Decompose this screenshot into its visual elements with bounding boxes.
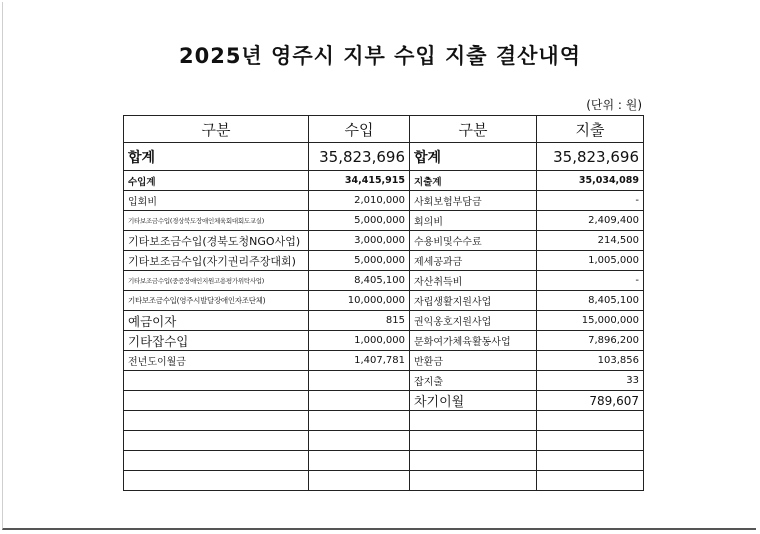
total-expense-value: 35,823,696 (537, 143, 644, 171)
empty-cell (309, 411, 410, 431)
expense-value: 1,005,000 (537, 251, 644, 271)
expense-value: 15,000,000 (537, 311, 644, 331)
income-value: 10,000,000 (309, 291, 410, 311)
header-income: 수입 (309, 116, 410, 143)
expense-value: 2,409,400 (537, 211, 644, 231)
income-label (124, 391, 309, 411)
expense-value: 7,896,200 (537, 331, 644, 351)
expense-value: 103,856 (537, 351, 644, 371)
income-label (124, 371, 309, 391)
expense-label: 잡지출 (410, 371, 537, 391)
table-row (124, 291, 644, 311)
subtotal-income-value: 34,415,915 (309, 171, 410, 191)
expense-label: 자산취득비 (410, 271, 537, 291)
expense-value: - (537, 271, 644, 291)
empty-cell (309, 431, 410, 451)
income-label: 예금이자 (124, 311, 309, 331)
empty-cell (410, 471, 537, 491)
table-row (124, 251, 644, 271)
expense-value: - (537, 191, 644, 211)
empty-cell (124, 411, 309, 431)
expense-label: 문화여가체육활동사업 (410, 331, 537, 351)
empty-cell (410, 411, 537, 431)
income-label: 입회비 (124, 191, 309, 211)
expense-label: 권익옹호지원사업 (410, 311, 537, 331)
header-income-category: 구분 (124, 116, 309, 143)
empty-cell (309, 451, 410, 471)
income-label: 기타보조금수입(경북도청NGO사업) (124, 231, 309, 251)
empty-cell (537, 451, 644, 471)
table-row (124, 271, 644, 291)
expense-label: 회의비 (410, 211, 537, 231)
empty-cell (124, 471, 309, 491)
table-row (124, 331, 644, 351)
expense-value: 789,607 (537, 391, 644, 411)
income-value: 1,000,000 (309, 331, 410, 351)
total-expense-label: 합계 (410, 143, 537, 171)
income-label: 기타잡수입 (124, 331, 309, 351)
empty-cell (124, 431, 309, 451)
header-expense: 지출 (537, 116, 644, 143)
table-row (124, 311, 644, 331)
income-label: 기타보조금수입(영주시발달장애인자조단체) (124, 291, 309, 311)
empty-cell (537, 431, 644, 451)
total-row (124, 143, 644, 171)
expense-value: 33 (537, 371, 644, 391)
income-value: 3,000,000 (309, 231, 410, 251)
table-row (124, 191, 644, 211)
income-value (309, 371, 410, 391)
expense-label: 사회보험부담금 (410, 191, 537, 211)
empty-cell (124, 451, 309, 471)
subtotal-income-label: 수입계 (124, 171, 309, 191)
expense-label: 자립생활지원사업 (410, 291, 537, 311)
income-value: 5,000,000 (309, 251, 410, 271)
total-income-label: 합계 (124, 143, 309, 171)
income-value: 5,000,000 (309, 211, 410, 231)
income-value: 2,010,000 (309, 191, 410, 211)
unit-note: (단위 : 원) (586, 98, 642, 112)
empty-cell (537, 471, 644, 491)
empty-row (124, 451, 644, 471)
table-row (124, 211, 644, 231)
expense-label: 제세공과금 (410, 251, 537, 271)
income-value: 8,405,100 (309, 271, 410, 291)
settlement-table (123, 115, 644, 491)
expense-value: 214,500 (537, 231, 644, 251)
table-row (124, 371, 644, 391)
table-header-row (124, 116, 644, 143)
income-value: 1,407,781 (309, 351, 410, 371)
income-label: 기타보조금수입(자기권리주장대회) (124, 251, 309, 271)
header-expense-category: 구분 (410, 116, 537, 143)
income-label: 기타보조금수입(중증장애인지원고용평가위탁사업) (124, 271, 309, 291)
expense-label: 수용비및수수료 (410, 231, 537, 251)
income-label: 기타보조금수입(경상북도장애인체육회대회도교실) (124, 211, 309, 231)
empty-row (124, 431, 644, 451)
income-value: 815 (309, 311, 410, 331)
empty-cell (410, 451, 537, 471)
table-row (124, 231, 644, 251)
expense-value: 8,405,100 (537, 291, 644, 311)
expense-label: 차기이월 (410, 391, 537, 411)
table-row (124, 391, 644, 411)
subtotal-row (124, 171, 644, 191)
empty-row (124, 411, 644, 431)
document-title: 2025년 영주시 지부 수입 지출 결산내역 (178, 44, 581, 68)
income-label: 전년도이월금 (124, 351, 309, 371)
expense-label: 반환금 (410, 351, 537, 371)
empty-row (124, 471, 644, 491)
empty-cell (309, 471, 410, 491)
subtotal-expense-label: 지출계 (410, 171, 537, 191)
total-income-value: 35,823,696 (309, 143, 410, 171)
subtotal-expense-value: 35,034,089 (537, 171, 644, 191)
empty-cell (537, 411, 644, 431)
income-value (309, 391, 410, 411)
table-row (124, 351, 644, 371)
empty-cell (410, 431, 537, 451)
